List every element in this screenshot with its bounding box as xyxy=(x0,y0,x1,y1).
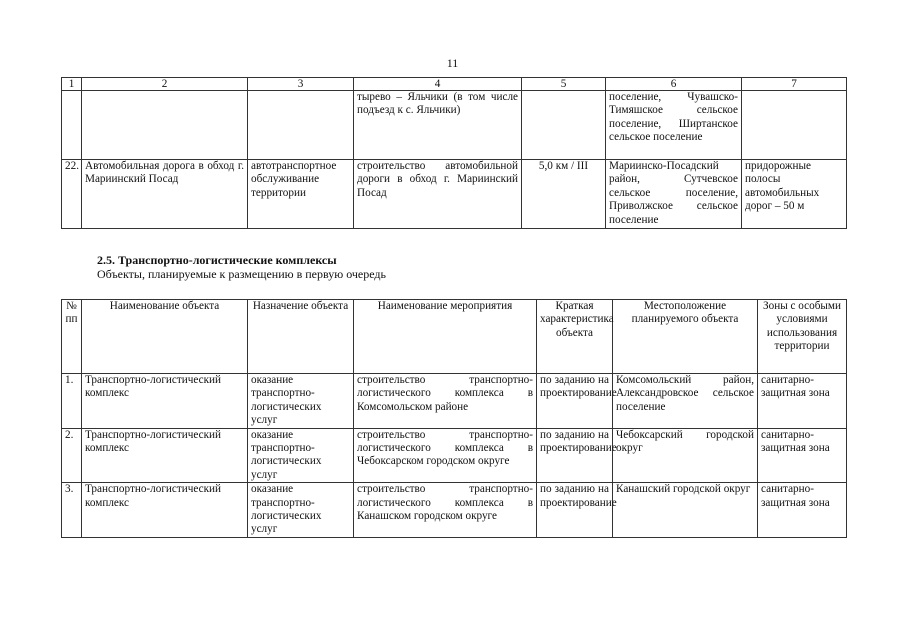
object-name-cell: Транспортно-логистический комплекс xyxy=(82,428,248,483)
location-cell: поселение, Чувашско-Тимяшское сельское поселение, Ширтанское сельское поселение xyxy=(606,91,742,160)
purpose-cell: оказание транспортно-логистических услуг xyxy=(248,374,354,429)
zones-cell: санитарно-защитная зона xyxy=(758,483,847,538)
location-cell: Чебоксарский городской округ xyxy=(613,428,758,483)
header-location: Местоположение планируемого объекта xyxy=(613,300,758,374)
zones-cell: санитарно-защитная зона xyxy=(758,374,847,429)
logistics-complexes-table xyxy=(61,299,847,538)
table-row xyxy=(62,160,847,229)
object-name-cell xyxy=(82,91,248,160)
header-cell: 3 xyxy=(248,78,354,91)
page-number: 11 xyxy=(446,56,459,70)
num-cell: 1. xyxy=(62,374,82,429)
header-cell: 7 xyxy=(742,78,847,91)
measure-cell: строительство транспортно-логистического комплекса в Чебоксарском городском округе xyxy=(354,428,537,483)
table-row xyxy=(62,483,847,538)
header-zones: Зоны с особыми условиями использования территории xyxy=(758,300,847,374)
header-num: № пп xyxy=(62,300,82,374)
header-measure: Наименование мероприятия xyxy=(354,300,537,374)
roads-table-continuation xyxy=(61,77,847,229)
section-subtitle: Объекты, планируемые к размещению в первую очередь xyxy=(97,267,387,281)
table-row xyxy=(62,374,847,429)
table-row xyxy=(62,91,847,160)
num-cell xyxy=(62,91,82,160)
zones-cell xyxy=(742,91,847,160)
measure-cell: тырево – Яльчики (в том числе подъезд к с. Яльчики) xyxy=(354,91,522,160)
header-cell: 2 xyxy=(82,78,248,91)
num-cell: 22. xyxy=(62,160,82,229)
header-object-name: Наименование объекта xyxy=(82,300,248,374)
header-cell: 5 xyxy=(522,78,606,91)
header-cell: 6 xyxy=(606,78,742,91)
section-title: 2.5. Транспортно-логистические комплексы xyxy=(97,253,337,267)
purpose-cell xyxy=(248,91,354,160)
location-cell: Канашский городской округ xyxy=(613,483,758,538)
num-cell: 2. xyxy=(62,428,82,483)
characteristic-cell: 5,0 км / III xyxy=(522,160,606,229)
characteristic-cell: по заданию на проектирование xyxy=(537,374,613,429)
zones-cell: придорожные полосы автомобильных дорог – 50 м xyxy=(742,160,847,229)
header-cell: 4 xyxy=(354,78,522,91)
header-purpose: Назначение объекта xyxy=(248,300,354,374)
measure-cell: строительство транспортно-логистического комплекса в Канашском городском округе xyxy=(354,483,537,538)
measure-cell: строительство автомобильной дороги в обход г. Мариинский Посад xyxy=(354,160,522,229)
location-cell: Комсомольский район, Александровское сельское поселение xyxy=(613,374,758,429)
table-header-row xyxy=(62,78,847,91)
characteristic-cell: по заданию на проектирование xyxy=(537,483,613,538)
object-name-cell: Автомобильная дорога в обход г. Мариинский Посад xyxy=(82,160,248,229)
purpose-cell: оказание транспортно-логистических услуг xyxy=(248,428,354,483)
header-characteristic: Краткая характеристика объекта xyxy=(537,300,613,374)
location-cell: Мариинско-Посадский район, Сутчевское сельское поселение, Приволжское сельское поселение xyxy=(606,160,742,229)
purpose-cell: оказание транспортно-логистических услуг xyxy=(248,483,354,538)
characteristic-cell xyxy=(522,91,606,160)
table-row xyxy=(62,428,847,483)
purpose-cell: автотранспортное обслуживание территории xyxy=(248,160,354,229)
num-cell: 3. xyxy=(62,483,82,538)
measure-cell: строительство транспортно-логистического комплекса в Комсомольском районе xyxy=(354,374,537,429)
table-header-row xyxy=(62,300,847,374)
zones-cell: санитарно-защитная зона xyxy=(758,428,847,483)
object-name-cell: Транспортно-логистический комплекс xyxy=(82,374,248,429)
characteristic-cell: по заданию на проектирование xyxy=(537,428,613,483)
object-name-cell: Транспортно-логистический комплекс xyxy=(82,483,248,538)
header-cell: 1 xyxy=(62,78,82,91)
